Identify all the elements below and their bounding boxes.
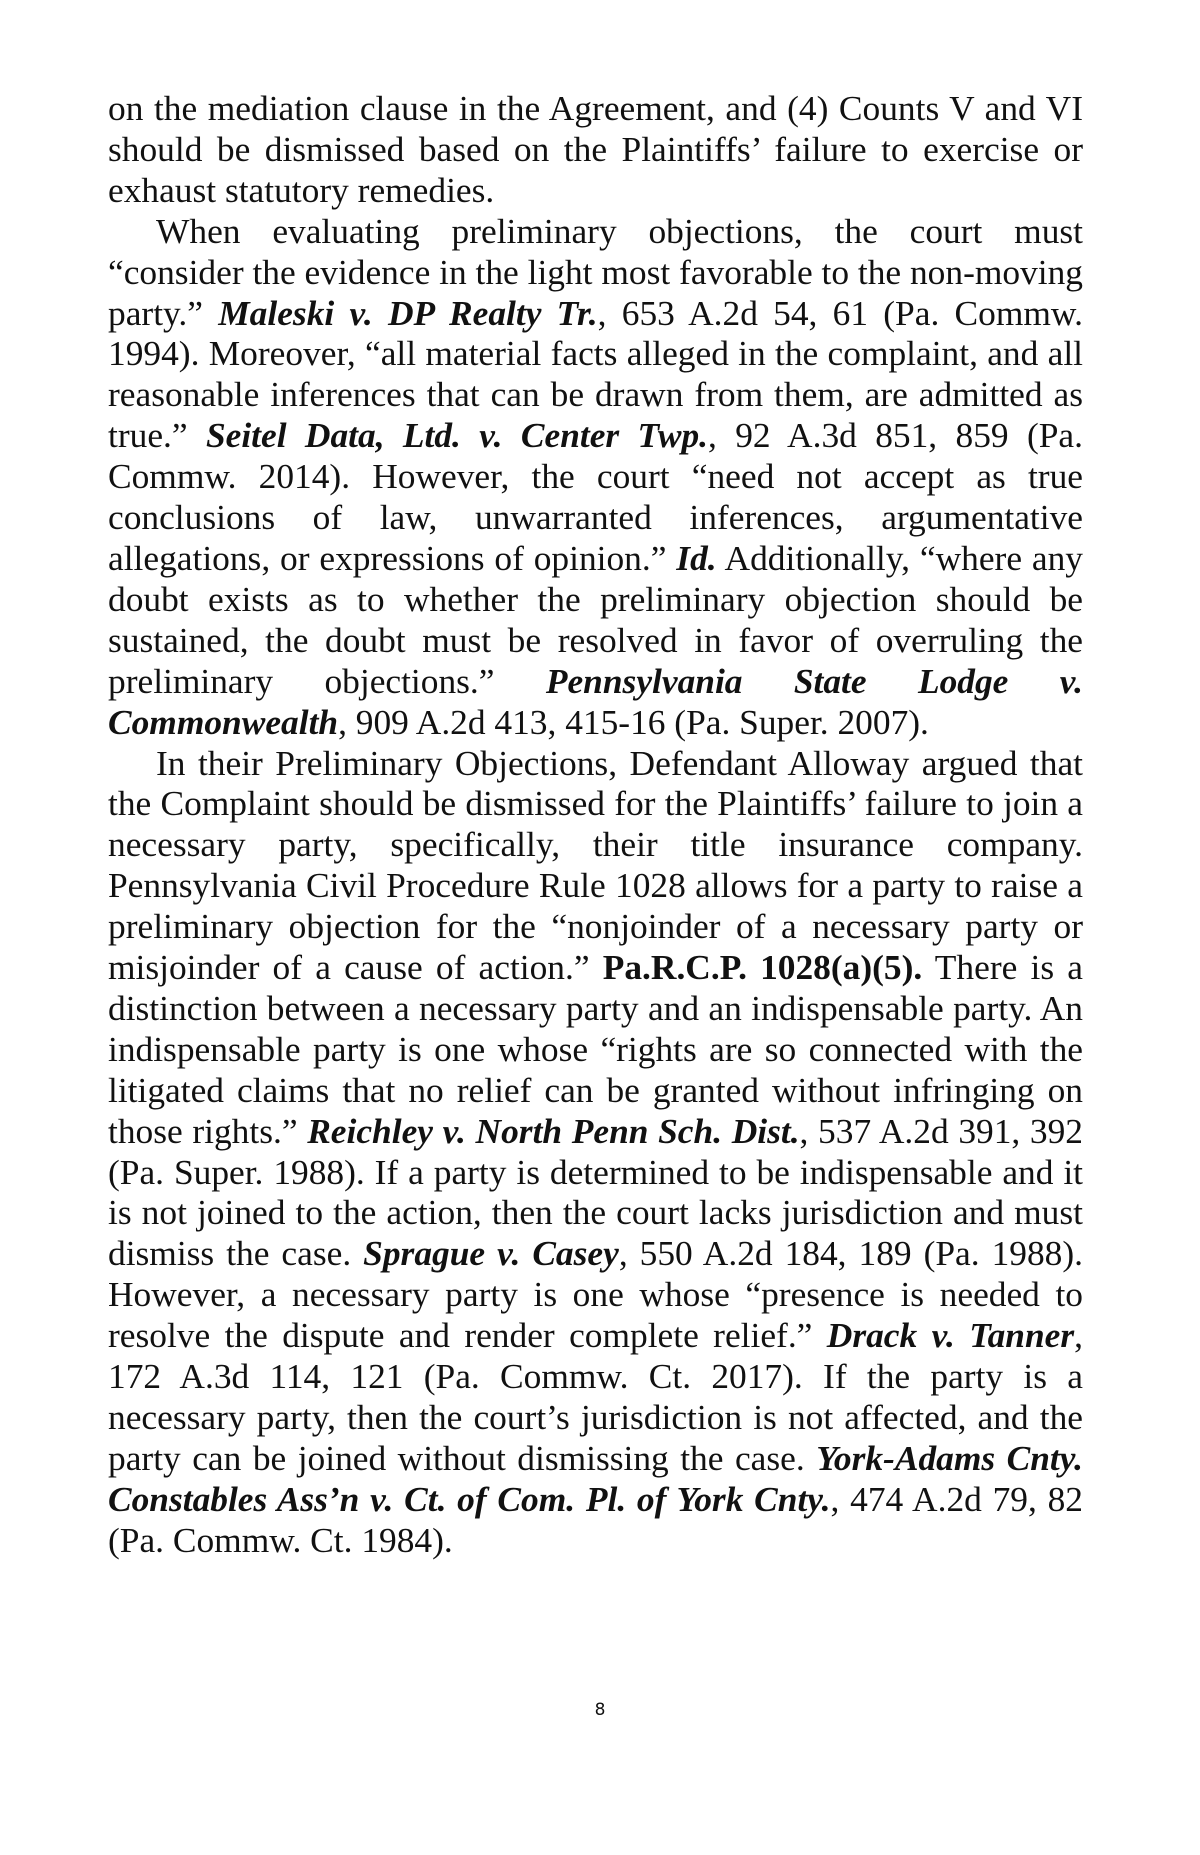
paragraph-text: , 172 A.3d 114, 121 (Pa. Commw. Ct. 2017). If the party is a necessary party, then the court’s jurisdiction is not affected, and the party can be joined without dismissing the case. [108,1315,1083,1478]
case-citation: Id. [676,537,717,578]
document-body [108,88,1083,1561]
rule-citation: Pa.R.C.P. 1028(a)(5). [602,947,923,988]
paragraph-text: When evaluating preliminary objections, the court must “consider the evidence in the light most favorable to the non-moving party.” [108,210,1083,333]
paragraph-text: , 474 A.2d 79, 82 (Pa. Commw. Ct. 1984). [108,1478,1083,1560]
case-citation: York-Adams Cnty. Constables Ass’n v. Ct. of Com. Pl. of York Cnty. [108,1437,1083,1519]
paragraph-text: on the mediation clause in the Agreement, and (4) Counts V and VI should be dismissed based on the Plaintiffs’ failure to exercise or exhaust statutory remedies. [108,88,1083,210]
paragraph [108,88,1083,211]
paragraph-text: , 92 A.3d 851, 859 (Pa. Commw. 2014). However, the court “need not accept as true conclusions of law, unwarranted inferences, argumentative allegations, or expressions of opinion.” [108,415,1083,578]
case-citation: Reichley v. North Penn Sch. Dist. [307,1110,800,1151]
paragraph-text: , 550 A.2d 184, 189 (Pa. 1988). However, a necessary party is one whose “presence is needed to resolve the dispute and render complete relief.” [108,1233,1084,1356]
case-citation: Seitel Data, Ltd. v. Center Twp. [205,415,709,456]
case-citation: Maleski v. DP Realty Tr. [218,292,598,333]
case-citation: Drack v. Tanner [826,1315,1075,1356]
paragraph [108,211,1083,743]
paragraph-text: , 909 A.2d 413, 415-16 (Pa. Super. 2007). [338,701,929,742]
paragraph-text: , 537 A.2d 391, 392 (Pa. Super. 1988). If a party is determined to be indispensable and it is not joined to the action, then the court lacks jurisdiction and must dismiss the case. [108,1110,1083,1274]
case-citation: Pennsylvania State Lodge v. Commonwealth [108,660,1083,742]
paragraph-text: Additionally, “where any doubt exists as to whether the preliminary objection should be sustained, the doubt must be resolved in favor of overruling the preliminary objections.” [108,537,1083,701]
page-number: 8 [594,1700,606,1720]
paragraph [108,743,1083,1561]
paragraph-text: , 653 A.2d 54, 61 (Pa. Commw. 1994). Moreover, “all material facts alleged in the complaint, and all reasonable inferences that can be drawn from them, are admitted as true.” [108,292,1083,456]
case-citation: Sprague v. Casey [363,1233,619,1274]
paragraph-text: In their Preliminary Objections, Defendant Alloway argued that the Complaint should be dismissed for the Plaintiffs’ failure to join a necessary party, specifically, their title insurance company. Pennsylvania Civil Procedure Rule 1028 allows for a party to raise a preliminary objection for the “nonjoinder of a necessary party or misjoinder of a cause of action.” [108,742,1083,988]
paragraph-text: There is a distinction between a necessary party and an indispensable party. An indispensable party is one whose “rights are so connected with the litigated claims that no relief can be granted without infringing on those rights.” [108,947,1083,1151]
